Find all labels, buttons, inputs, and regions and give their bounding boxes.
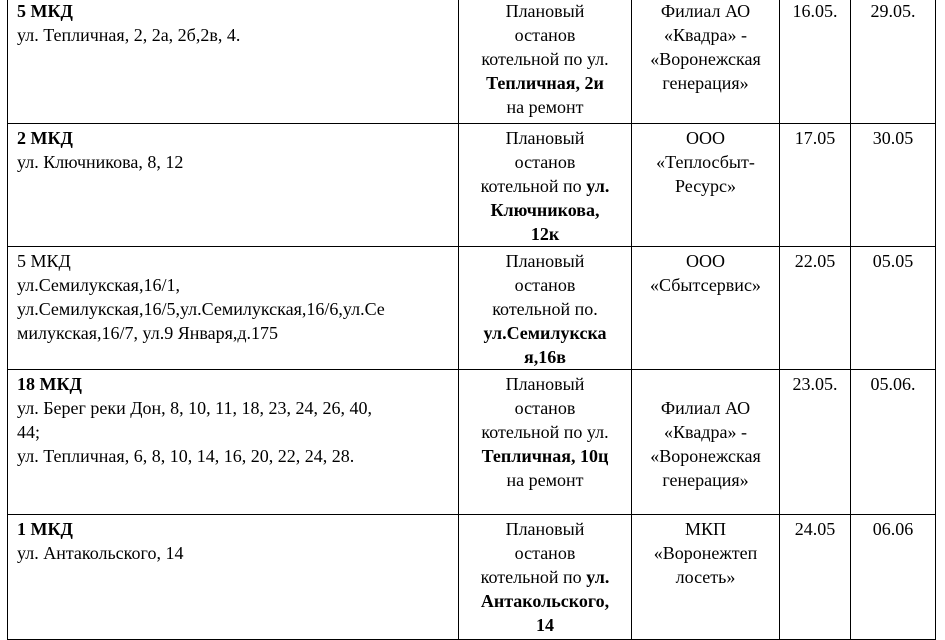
reason-line: котельной по ул. (481, 49, 609, 69)
reason-line: останов (514, 152, 576, 172)
reason-cell (459, 247, 632, 370)
boiler-address: 12к (530, 224, 560, 244)
end-date: 05.05 (851, 247, 936, 370)
building-count: 18 МКД (17, 374, 82, 394)
building-count: 2 МКД (17, 128, 73, 148)
org-line: ООО (686, 251, 725, 271)
start-date: 24.05 (780, 515, 851, 640)
organization-cell (632, 515, 780, 640)
boiler-address: я,16в (524, 347, 566, 367)
table-row (8, 0, 936, 124)
organization-cell (632, 247, 780, 370)
org-line: лосеть» (675, 567, 736, 587)
reason-cell (459, 515, 632, 640)
table-body (8, 0, 936, 640)
address-line: ул. Тепличная, 2, 2а, 2б,2в, 4. (17, 25, 241, 45)
building-count: 5 МКД (17, 251, 71, 271)
start-date: 16.05. (780, 0, 851, 124)
reason-line: котельной по ул. (481, 422, 609, 442)
start-date: 22.05 (780, 247, 851, 370)
reason-line-mixed (460, 174, 630, 198)
reason-line: Плановый (505, 519, 585, 539)
reason-cell (459, 370, 632, 515)
org-line: «Квадра» - (664, 25, 747, 45)
org-line: «Квадра» - (664, 422, 747, 442)
start-date: 23.05. (780, 370, 851, 515)
address-line: ул.Семилукская,16/1, (17, 275, 180, 295)
reason-line: Плановый (505, 1, 585, 21)
address-line: ул. Ключникова, 8, 12 (17, 152, 184, 172)
reason-line: на ремонт (506, 97, 584, 117)
reason-line-mixed (460, 565, 630, 589)
reason-line: котельной по (480, 176, 582, 196)
address-line: милукская,16/7, ул.9 Января,д.175 (17, 323, 279, 343)
reason-line: котельной по. (492, 299, 598, 319)
address-cell (8, 124, 459, 247)
address-cell (8, 515, 459, 640)
org-line: «Теплосбыт- (656, 152, 755, 172)
reason-line: Плановый (505, 128, 585, 148)
start-date: 17.05 (780, 124, 851, 247)
boiler-address: Ключникова, (490, 200, 600, 220)
boiler-address: ул. (586, 567, 610, 587)
outage-schedule-table (7, 0, 936, 640)
end-date: 30.05 (851, 124, 936, 247)
address-line: ул. Тепличная, 6, 8, 10, 14, 16, 20, 22, 24, 28. (17, 446, 355, 466)
table-row (8, 515, 936, 640)
org-line: ООО (686, 128, 725, 148)
address-cell (8, 247, 459, 370)
reason-line: останов (514, 275, 576, 295)
building-count: 5 МКД (17, 1, 73, 21)
org-line: МКП (684, 519, 726, 539)
boiler-address: Антакольского, (480, 591, 610, 611)
address-line: ул.Семилукская,16/5,ул.Семилукская,16/6,ул.Се (17, 299, 385, 319)
boiler-address: Тепличная, 2и (486, 73, 604, 93)
reason-line: Плановый (505, 374, 585, 394)
org-line: «Сбытсервис» (650, 275, 761, 295)
reason-line: останов (514, 398, 576, 418)
reason-line: останов (514, 25, 576, 45)
reason-line: котельной по (480, 567, 582, 587)
reason-line: останов (514, 543, 576, 563)
boiler-address: 14 (536, 615, 554, 635)
address-cell (8, 370, 459, 515)
reason-line: на ремонт (506, 470, 584, 490)
boiler-address: Тепличная, 10ц (481, 446, 609, 466)
table-row (8, 124, 936, 247)
end-date: 06.06 (851, 515, 936, 640)
table-row (8, 247, 936, 370)
org-line: генерация» (662, 73, 749, 93)
boiler-address: ул. (586, 176, 610, 196)
end-date: 29.05. (851, 0, 936, 124)
address-cell (8, 0, 459, 124)
address-line: 44; (17, 422, 41, 442)
org-line: Ресурс» (675, 176, 736, 196)
org-line: «Воронежская (650, 446, 761, 466)
org-line: генерация» (662, 470, 749, 490)
organization-cell (632, 0, 780, 124)
organization-cell (632, 124, 780, 247)
reason-line: Плановый (505, 251, 585, 271)
address-line: ул. Берег реки Дон, 8, 10, 11, 18, 23, 24, 26, 40, (17, 398, 372, 418)
reason-cell (459, 124, 632, 247)
table-row (8, 370, 936, 515)
org-line: Филиал АО (660, 1, 751, 21)
org-line: «Воронежтеп (653, 543, 758, 563)
reason-cell (459, 0, 632, 124)
address-line: ул. Антакольского, 14 (17, 543, 184, 563)
organization-cell (632, 370, 780, 515)
boiler-address: ул.Семилукска (483, 323, 607, 343)
building-count: 1 МКД (17, 519, 73, 539)
org-line: Филиал АО (660, 398, 751, 418)
end-date: 05.06. (851, 370, 936, 515)
org-line: «Воронежская (650, 49, 761, 69)
